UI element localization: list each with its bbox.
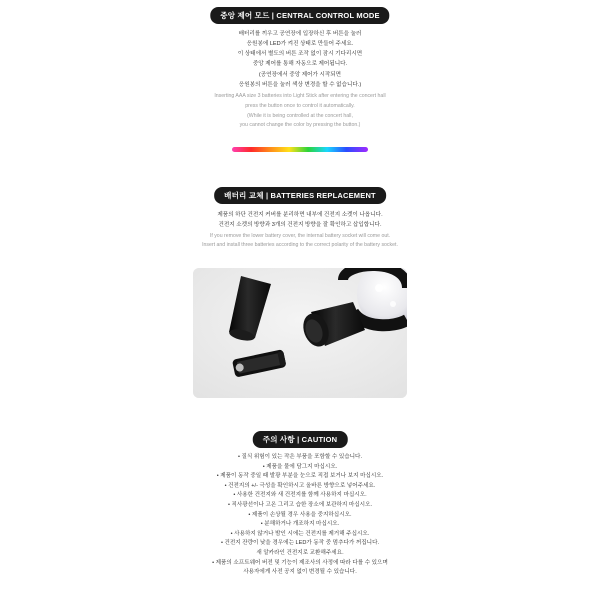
central-ko-line: 배터리를 끼우고 공연장에 입장하신 후 버튼을 눌러 <box>238 31 362 37</box>
central-ko-line: 이 상태에서 별도의 버튼 조작 없이 잠시 기다리시면 <box>237 51 363 57</box>
central-en-line: Inserting AAA size 3 batteries into Light Stick after entering the concert hall <box>214 93 386 99</box>
battery-ko-line: 제품의 하단 건전지 커버를 분리하면 내부에 건전지 소켓이 나옵니다. <box>217 212 383 218</box>
battery-replacement-title: 배터리 교체 | BATTERIES REPLACEMENT <box>214 187 386 204</box>
central-ko-line: (공연장에서 중앙 제어가 시작되면 <box>258 72 342 78</box>
battery-ko-line: 건전지 소켓의 방향과 3개의 건전지 방향을 잘 확인하고 삽입합니다. <box>218 222 382 228</box>
battery-cover-photo <box>193 268 407 398</box>
central-en-line: you cannot change the color by pressing the button.) <box>239 122 361 128</box>
caution-item: 사용자에게 사전 공지 없이 변경될 수 있습니다. <box>243 569 357 576</box>
caution-item: • 제품을 물에 담그지 마십시오. <box>262 463 338 470</box>
caution-item: • 사용하지 않거나 밤인 시에는 건전지를 제거해 주십시오. <box>230 530 370 537</box>
caution-title: 주의 사항 | CAUTION <box>253 431 348 448</box>
caution-item: • 건전지의 +/- 극성을 확인하시고 올바른 방향으로 넣어주세요. <box>224 482 376 489</box>
caution-item: • 사용한 건전지와 새 건전지를 함께 사용하지 마십시오. <box>233 492 367 499</box>
caution-list <box>0 453 600 578</box>
battery-en-line: If you remove the lower battery cover, the internal battery socket will come out. <box>209 233 391 239</box>
caution-item: • 건전지 잔량이 낮을 경우에는 LED가 동작 중 멈추다가 꺼집니다. <box>220 540 380 547</box>
caution-item: • 제품의 소프트웨어 버전 및 기능이 제조사의 사정에 따라 다를 수 있으며 <box>212 559 388 566</box>
central-control-title: 중앙 제어 모드 | CENTRAL CONTROL MODE <box>210 7 389 24</box>
caution-item: • 제품이 동작 중일 때 발광 부분을 눈으로 직접 보거나 보지 마십시오. <box>216 473 384 480</box>
central-ko-line: 중앙 제어를 통해 자동으로 제어됩니다. <box>252 61 348 67</box>
battery-en-line: Insert and install three batteries according to the correct polarity of the battery socket. <box>202 242 398 248</box>
central-ko-line: 응원봉의 버튼을 눌러 색상 변경을 할 수 없습니다.) <box>238 82 362 88</box>
caution-item: • 제품이 손상될 경우 사용을 중지하십시오. <box>248 511 352 518</box>
caution-item: 새 알카라인 건전지로 교환해주세요. <box>256 549 344 556</box>
light-stick-battery-illustration <box>193 268 407 398</box>
central-ko-line: 응원봉에 LED가 켜진 상태로 만들어 주세요. <box>246 41 354 47</box>
central-en-line: (While it is being controlled at the concert hall, <box>247 113 353 119</box>
rainbow-color-bar <box>232 147 368 152</box>
central-en-line: press the button once to control it automatically. <box>245 103 355 109</box>
caution-item: • 분해하거나 개조하지 마십시오. <box>260 521 340 528</box>
caution-item: • 직사광선이나 고온 그리고 습한 장소에 보관하지 마십시오. <box>227 501 373 508</box>
caution-item: • 질식 위험이 있는 작은 부품을 포함할 수 있습니다. <box>237 454 363 460</box>
